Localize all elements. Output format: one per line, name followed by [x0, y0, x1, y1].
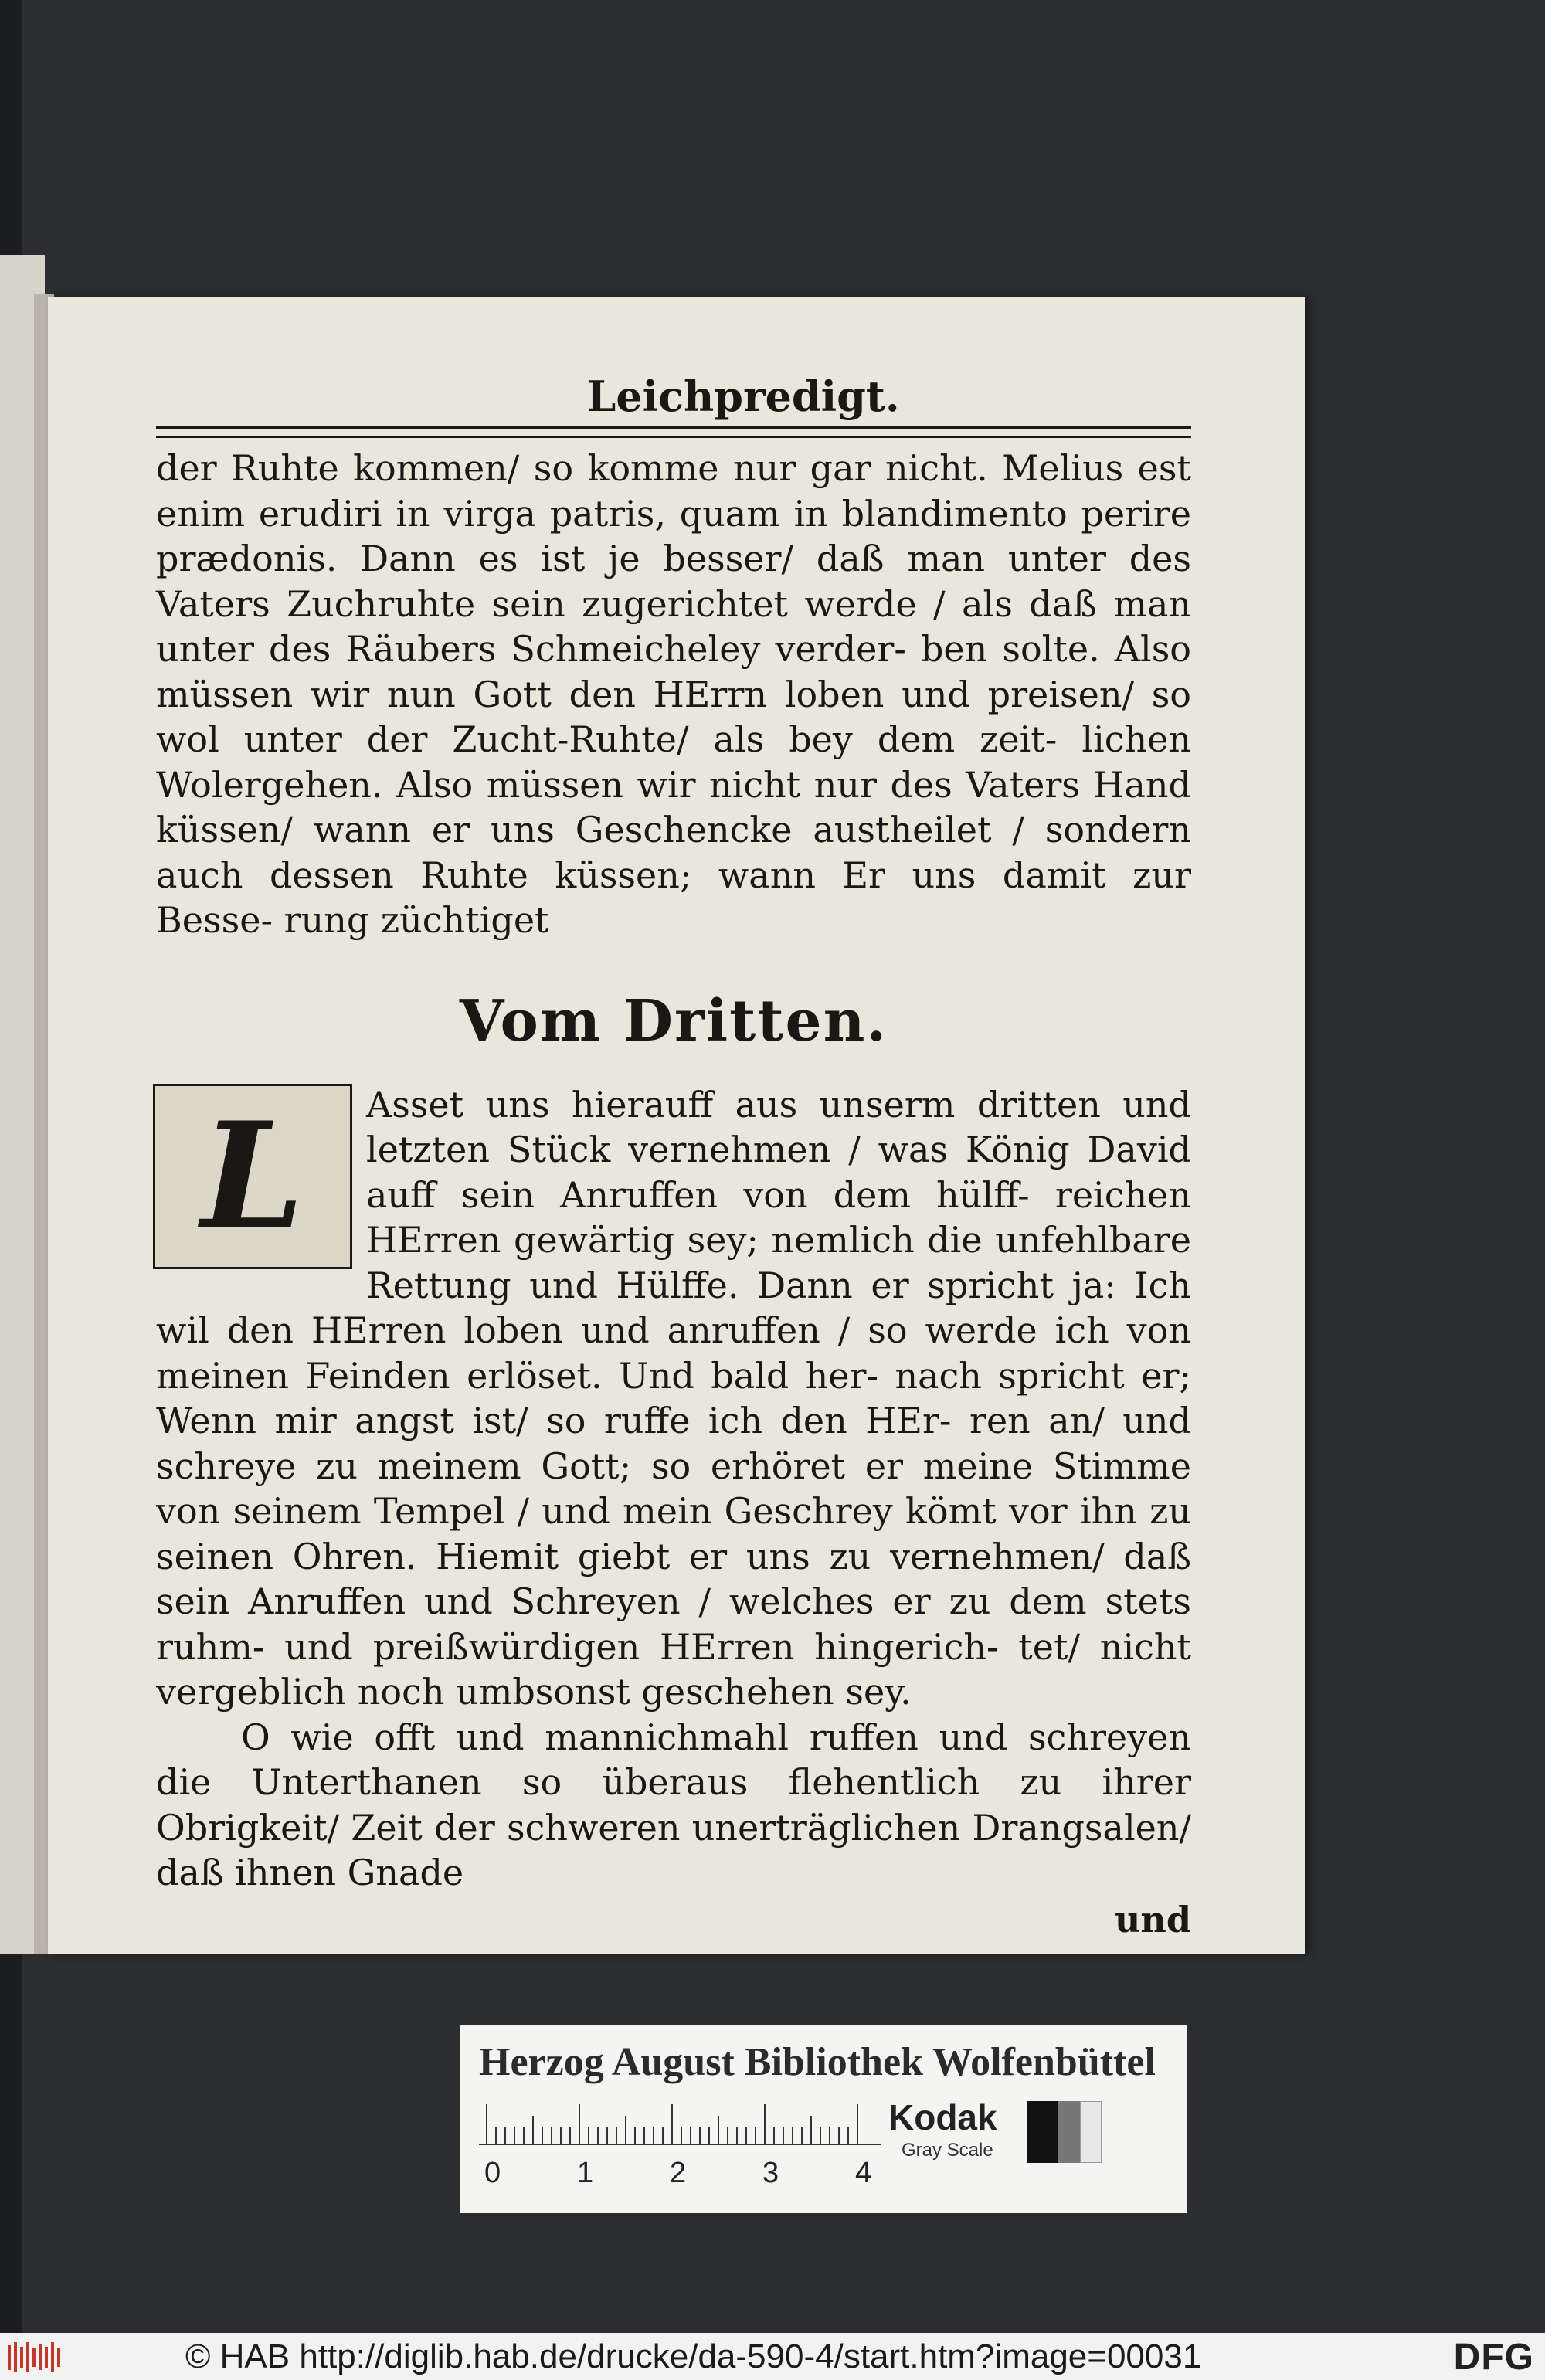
ruler-numbers — [475, 2157, 908, 2195]
catchword: und — [1114, 1898, 1191, 1940]
ruler-number: 0 — [484, 2157, 501, 2189]
paragraph-1: der Ruhte kommen/ so komme nur gar nicht. Melius est enim erudiri in virga patris, quam in blandimento perire prædonis. Dann es ist je besser/ daß man unter des Vaters Zuchruhte sein zugerichtet werde / als daß man unter des Räubers Schmeicheley verder- ben solte. Also müssen wir nun Gott den HErrn loben und preisen/ so wol unter der Zucht-Ruhte/ als bey dem zeit- lichen Wolergehen. Also müssen wir nicht nur des Vaters Hand küssen/ wann er uns Geschencke austheilet / sondern auch dessen Ruhte küssen; wann Er uns damit zur Besse- rung züchtiget — [156, 447, 1191, 941]
decorated-initial: L — [153, 1084, 352, 1269]
gray-scale-label: Gray Scale — [902, 2140, 993, 2161]
gray-swatch-mid — [1058, 2101, 1080, 2163]
dfg-logo: DFG — [1453, 2337, 1534, 2378]
gray-swatch-black — [1027, 2101, 1058, 2163]
source-url[interactable]: © HAB http://diglib.hab.de/drucke/da-590-4/start.htm?image=00031 — [185, 2338, 1202, 2375]
section-heading: Vom Dritten. — [459, 987, 888, 1054]
paragraph-2-wrap — [156, 1082, 1191, 1715]
page-text-block — [156, 372, 1191, 1940]
ruler-number: 1 — [577, 2157, 594, 2189]
book-page — [48, 297, 1305, 1954]
kodak-brand: Kodak — [888, 2097, 997, 2137]
ruler-number: 2 — [670, 2157, 687, 2189]
library-name: Herzog August Bibliothek Wolfenbüttel — [479, 2040, 1156, 2084]
ruler-icon — [479, 2097, 881, 2151]
ruler-number: 3 — [762, 2157, 779, 2189]
running-head: Leichpredigt. — [586, 372, 900, 421]
hab-logo-icon — [6, 2341, 68, 2373]
paragraph-2: Asset uns hierauff aus unserm dritten und letzten Stück vernehmen / was König David auff sein Anruffen von dem hülff- reichen HErren gewärtig sey; nemlich die unfehlbare Rettung und Hülffe. Dann er spricht ja: Ich wil den HErren loben und anruffen / so werde ich von meinen Feinden erlöset. Und bald her- nach spricht er; Wenn mir angst ist/ so ruffe ich den HEr- ren an/ und schreye zu meinem Gott; so erhöret er meine Stimme von seinem Tempel / und mein Geschrey kömt vor ihn zu seinen Ohren. Hiemit giebt er uns zu vernehmen/ daß sein Anruffen und Schreyen / welches er zu dem stets ruhm- und preißwürdigen HErren hingerich- tet/ nicht vergeblich noch umbsonst geschehen sey. — [156, 1083, 1191, 1713]
ruler-number: 4 — [855, 2157, 872, 2189]
library-label-card — [460, 2025, 1187, 2213]
paragraph-3: O wie offt und mannichmahl ruffen und schreyen die Unterthanen so überaus flehentlich zu ihrer Obrigkeit/ Zeit der schweren unerträglichen Drangsalen/ daß ihnen Gnade — [156, 1716, 1191, 1893]
head-rule — [156, 426, 1191, 438]
gray-swatch-white — [1080, 2101, 1102, 2163]
footer-bar — [0, 2333, 1545, 2380]
